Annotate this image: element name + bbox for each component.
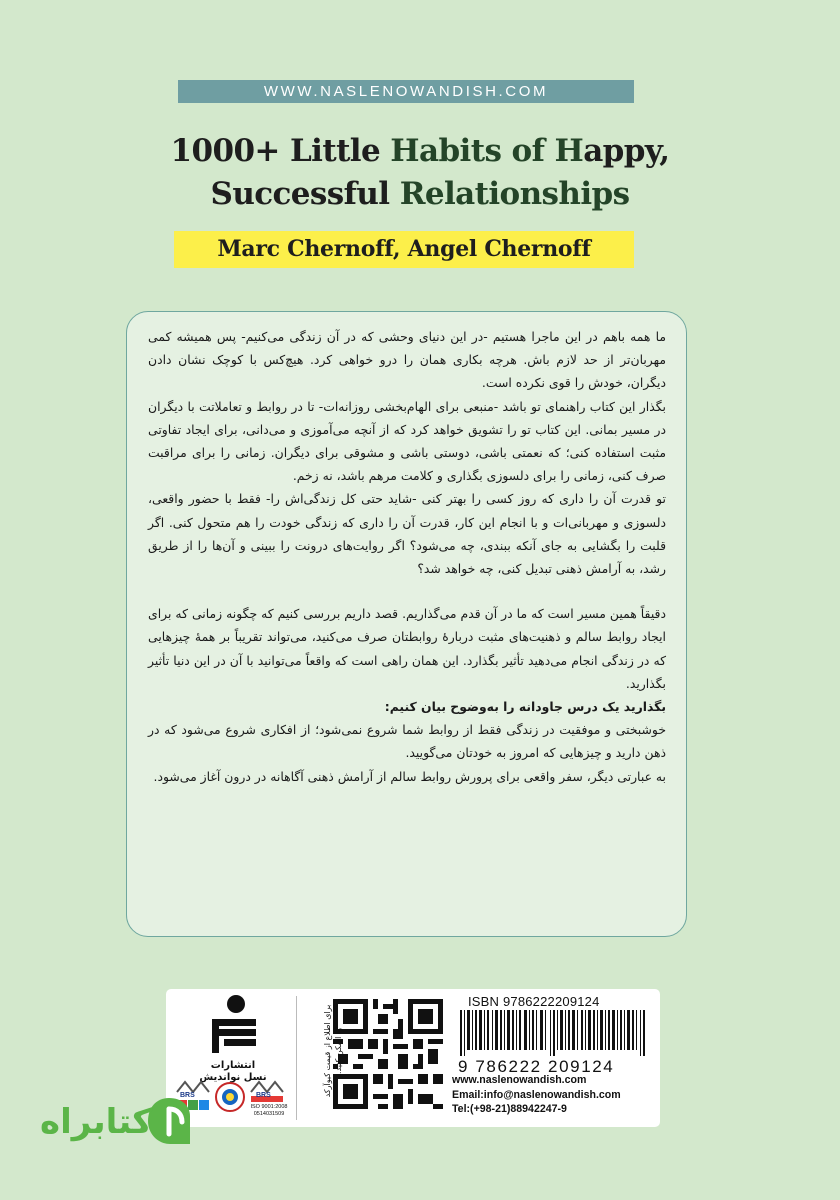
blurb-heading: بگذارید یک درس جاودانه را به‌وضوح بیان کنیم: bbox=[384, 699, 666, 715]
publisher-label: انتشارات bbox=[210, 1060, 256, 1071]
ketabrah-watermark: کتابراه bbox=[40, 1102, 153, 1142]
title-part-green: Habits of H bbox=[390, 133, 584, 169]
brs-label: BRS bbox=[180, 1092, 195, 1099]
blurb-text bbox=[148, 325, 666, 788]
iso-standard: ISO 9001:2008 bbox=[250, 1104, 288, 1110]
barcode-icon bbox=[458, 1010, 650, 1056]
qr-note: برای اطلاع از قیمت کیوآرکد را اسکن کنید. bbox=[323, 1004, 343, 1098]
paragraph-gap bbox=[148, 580, 666, 602]
title-part-green: Relationships bbox=[399, 176, 630, 212]
book-title bbox=[0, 130, 840, 216]
title-line-2 bbox=[0, 173, 840, 216]
publisher-title: نسل نواندیش bbox=[199, 1072, 267, 1083]
blurb-paragraph: خوشبختی و موفقیت در زندگی فقط از روابط شما شروع نمی‌شود؛ از افکاری شروع می‌شود که در ذهن دارید و چیزهایی که امروز به خودتان می‌گویید. bbox=[148, 722, 666, 761]
title-part: appy, bbox=[583, 133, 670, 169]
blurb-paragraph: ما همه باهم در این ماجرا هستیم -در این دنیای وحشی که در آن زندگی می‌کنیم- پس همیشه کمی مهربان‌تر از حد لازم باش. هرچه بکاری همان را درو خواهی کرد. هیچ‌کس با کوچک نشان دادن دیگران، خودش را قوی نکرده است. bbox=[148, 329, 666, 391]
publisher-website: www.naslenowandish.com bbox=[452, 1074, 587, 1086]
iso-number: 0514031509 bbox=[253, 1111, 285, 1117]
title-part: Successful bbox=[210, 176, 400, 212]
isbn-label: ISBN 9786222209124 bbox=[468, 994, 600, 1009]
qr-code-icon bbox=[333, 999, 443, 1109]
blurb-paragraph: به عبارتی دیگر، سفر واقعی برای پرورش روابط سالم از آرامش ذهنی آگاهانه در درون آغاز می‌شود. bbox=[153, 768, 666, 784]
title-line-1 bbox=[0, 130, 840, 173]
brs-label: BRS bbox=[256, 1092, 271, 1099]
author-names: Marc Chernoff, Angel Chernoff bbox=[174, 231, 634, 268]
publisher-phone: Tel:(+98-21)88942247-9 bbox=[452, 1103, 567, 1115]
iso-label bbox=[247, 1104, 291, 1118]
blurb-paragraph: بگذار این کتاب راهنمای تو باشد -منبعی برای الهام‌بخشی روزانه‌ات- تا در روابط و تعاملاتت با دیگران در مسیر بمانی. این کتاب تو را تشویق خواهد کرد که از آنچه می‌آموزی و می‌دانی، برای ایجاد تفاوتی مثبت استفاده کنی؛ که نعمتی باشی، دوستی باشی و مشوقی برای دیگران. زمانی را برای مراقبت صرف کنی، زمانی را برای دلسوزی بگذاری و کلامت مرهم باشد، نه زخم. bbox=[148, 398, 666, 484]
website-banner: WWW.NASLENOWANDISH.COM bbox=[178, 80, 634, 103]
panel-divider bbox=[296, 996, 297, 1120]
isbn-digits: 9 786222 209124 bbox=[458, 1057, 615, 1076]
blurb-paragraph: تو قدرت آن را داری که روز کسی را بهتر کنی -شاید حتی کل زندگی‌اش را- فقط با حضور واقعی، دلسوزی و مهربانی‌ات و با انجام این کار، قدرت آن را داری که زندگی خودت را هم متحول کنی. اگر قلبت را بگشایی به جای آنکه ببندی، چه می‌شود؟ اگر روایت‌های درونت را ببینی و آن‌ها را از طریق رشد، به آرامش ذهنی تبدیل کنی، چه خواهد شد؟ bbox=[148, 491, 666, 577]
publisher-logo-icon bbox=[198, 993, 270, 1059]
blurb-paragraph: دقیقاً همین مسیر است که ما در آن قدم می‌گذاریم. قصد داریم بررسی کنیم که چگونه زمانی که برای ایجاد روابط سالم و ذهنیت‌های مثبت دربارهٔ روابطتان صرف می‌کنید، می‌تواند تقریباً بر همهٔ چیزهایی که در زندگی انجام می‌دهید تأثیر بگذارد. این همان راهی است که واقعاً می‌توانید با آن در این دنیا تأثیر بگذارید. bbox=[148, 606, 666, 691]
ketabrah-logo-icon bbox=[146, 1096, 192, 1146]
publisher-contacts bbox=[452, 1073, 648, 1117]
seal-icon bbox=[214, 1080, 246, 1114]
title-part: 1000+ Little bbox=[170, 133, 391, 169]
publisher-email: Email:info@naslenowandish.com bbox=[452, 1088, 621, 1101]
